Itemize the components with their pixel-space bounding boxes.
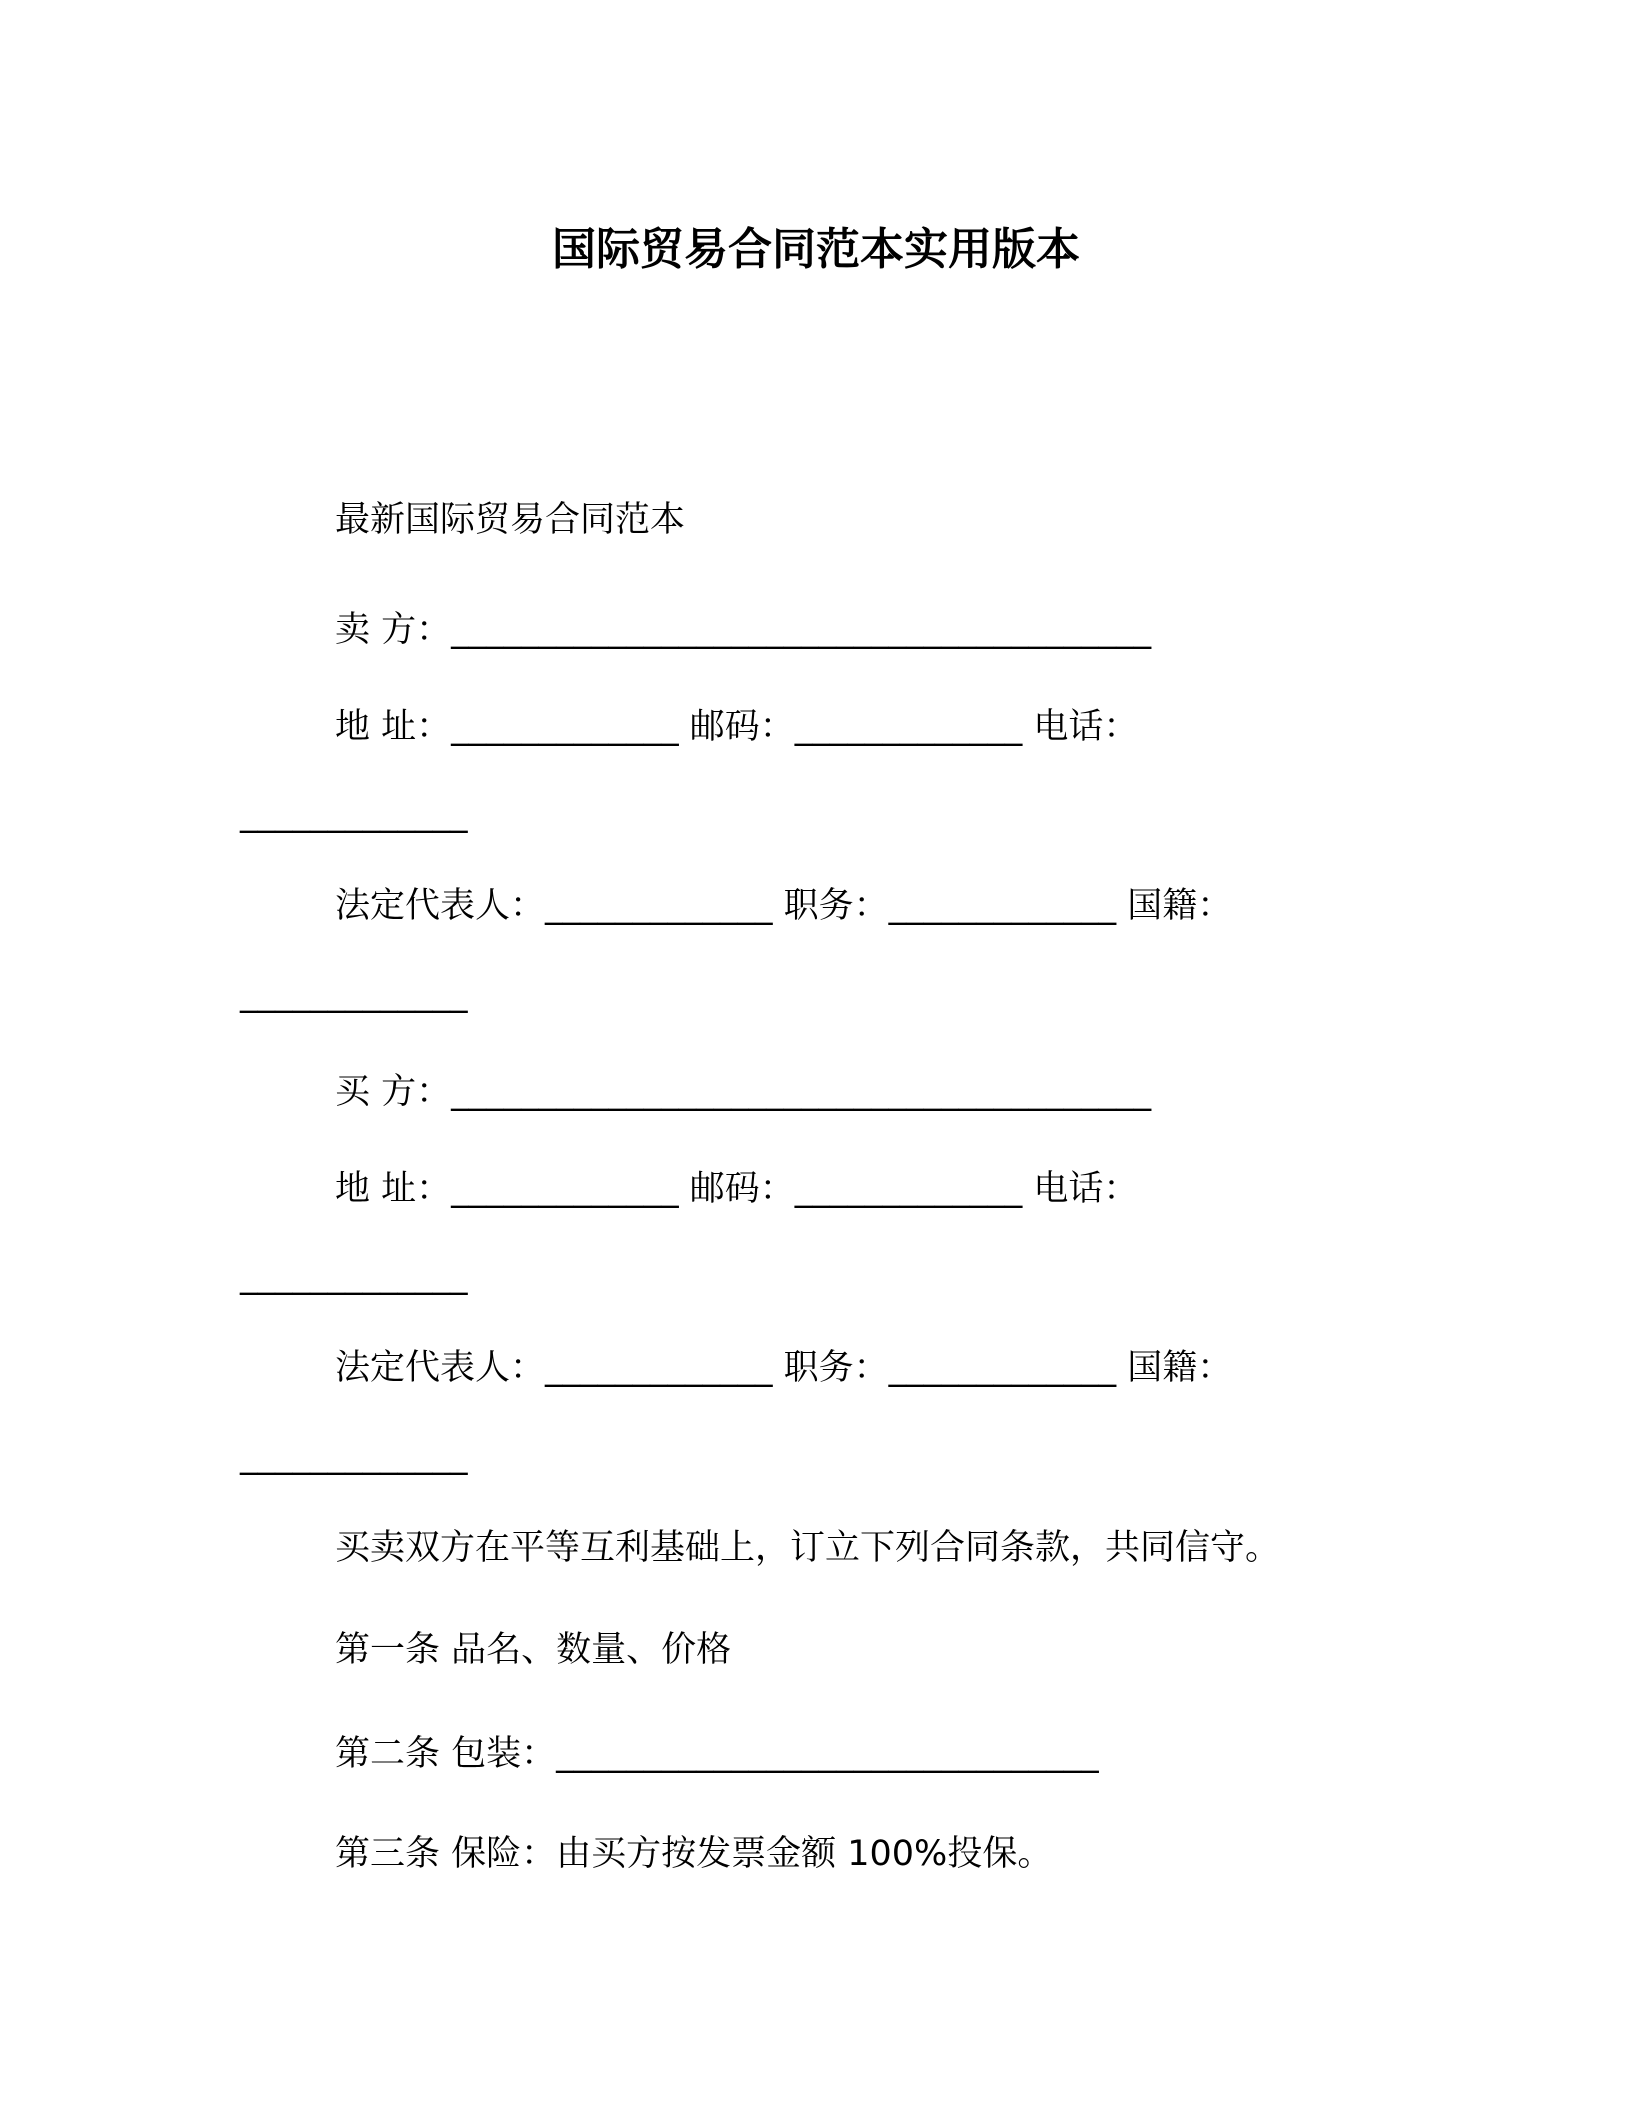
buyer-address-line: 地 址：_____________ 邮码：_____________ 电话： xyxy=(335,1169,1139,1209)
article-1: 第一条 品名、数量、价格 xyxy=(335,1630,732,1670)
seller-rep-line: 法定代表人：_____________ 职务：_____________ 国籍： xyxy=(335,886,1233,926)
article-2: 第二条 包装：_______________________________ xyxy=(335,1734,1099,1774)
buyer-name-line: 买 方：________________________________________ xyxy=(335,1072,1152,1112)
seller-phone-blank: _____________ xyxy=(240,794,468,834)
buyer-nationality-blank: _____________ xyxy=(240,1436,468,1476)
seller-name-line: 卖 方：________________________________________ xyxy=(335,610,1152,650)
intro-paragraph: 买卖双方在平等互利基础上，订立下列合同条款，共同信守。 xyxy=(335,1528,1281,1568)
buyer-rep-line: 法定代表人：_____________ 职务：_____________ 国籍： xyxy=(335,1348,1233,1388)
seller-nationality-blank: _____________ xyxy=(240,974,468,1014)
seller-address-line: 地 址：_____________ 邮码：_____________ 电话： xyxy=(335,707,1139,747)
document-title: 国际贸易合同范本实用版本 xyxy=(552,224,1080,275)
buyer-phone-blank: _____________ xyxy=(240,1256,468,1296)
article-3: 第三条 保险：由买方按发票金额 100%投保。 xyxy=(335,1834,1053,1874)
document-subtitle: 最新国际贸易合同范本 xyxy=(335,500,686,540)
